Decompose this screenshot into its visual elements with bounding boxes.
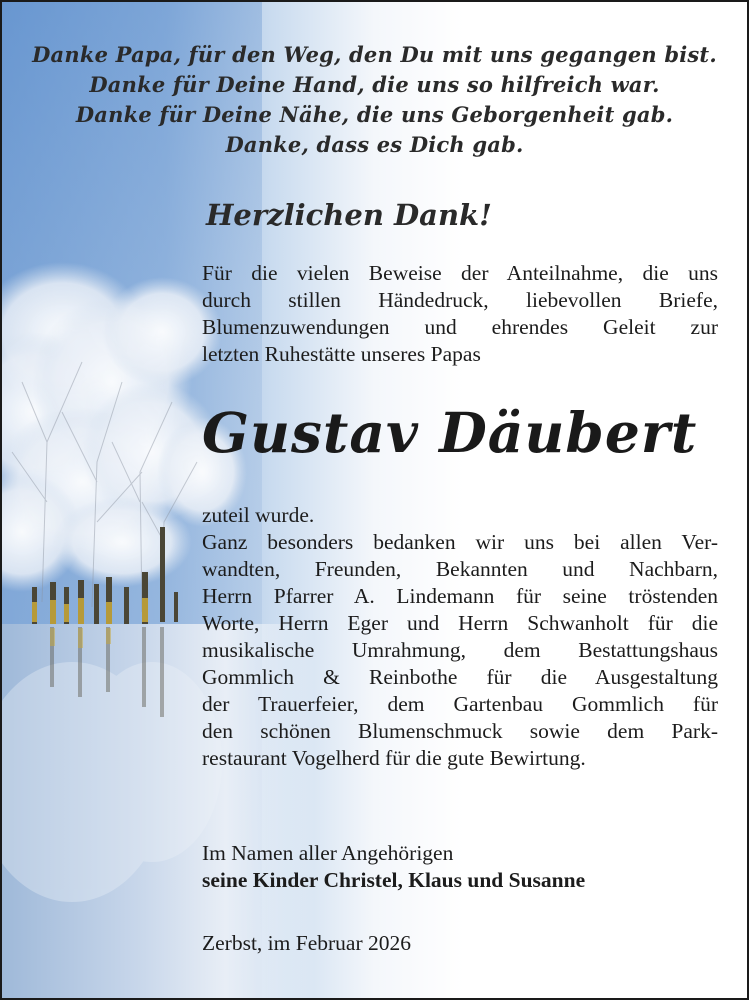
body-line: wandten, Freunden, Bekannten und Nachbarn, xyxy=(202,557,718,581)
body-line: musikalische Umrahmung, dem Bestattungshaus xyxy=(202,638,718,662)
thanks-text xyxy=(202,502,718,772)
dedication-poem xyxy=(2,40,747,160)
intro-line: Blumenzuwendungen und ehrendes Geleit zur xyxy=(202,315,718,339)
body-line: Gommlich & Reinbothe für die Ausgestaltung xyxy=(202,665,718,689)
intro-text xyxy=(202,260,718,368)
poem-line: Danke Papa, für den Weg, den Du mit uns gegangen bist. xyxy=(32,42,717,67)
body-line: den schönen Blumenschmuck sowie dem Park- xyxy=(202,719,718,743)
deceased-name: Gustav Däubert xyxy=(202,400,698,465)
body-line: restaurant Vogelherd für die gute Bewirtung. xyxy=(202,746,586,770)
body-line: zuteil wurde. xyxy=(202,503,315,527)
intro-line: letzten Ruhestätte unseres Papas xyxy=(202,342,481,366)
body-line: Ganz besonders bedanken wir uns bei allen Ver- xyxy=(202,530,718,554)
body-line: Worte, Herrn Eger und Herrn Schwanholt für die xyxy=(202,611,718,635)
poem-line: Danke, dass es Dich gab. xyxy=(225,132,524,157)
signature-block xyxy=(202,840,718,894)
intro-line: durch stillen Händedruck, liebevollen Briefe, xyxy=(202,288,718,312)
poem-line: Danke für Deine Hand, die uns so hilfreich war. xyxy=(89,72,660,97)
intro-line: Für die vielen Beweise der Anteilnahme, die uns xyxy=(202,261,718,285)
body-line: der Trauerfeier, dem Gartenbau Gommlich für xyxy=(202,692,718,716)
body-line: Herrn Pfarrer A. Lindemann für seine tröstenden xyxy=(202,584,718,608)
headline: Herzlichen Dank! xyxy=(206,198,492,232)
signature-names: seine Kinder Christel, Klaus und Susanne xyxy=(202,868,586,892)
signature-intro: Im Namen aller Angehörigen xyxy=(202,841,454,865)
place-and-date: Zerbst, im Februar 2026 xyxy=(202,931,411,955)
poem-line: Danke für Deine Nähe, die uns Geborgenheit gab. xyxy=(75,102,674,127)
